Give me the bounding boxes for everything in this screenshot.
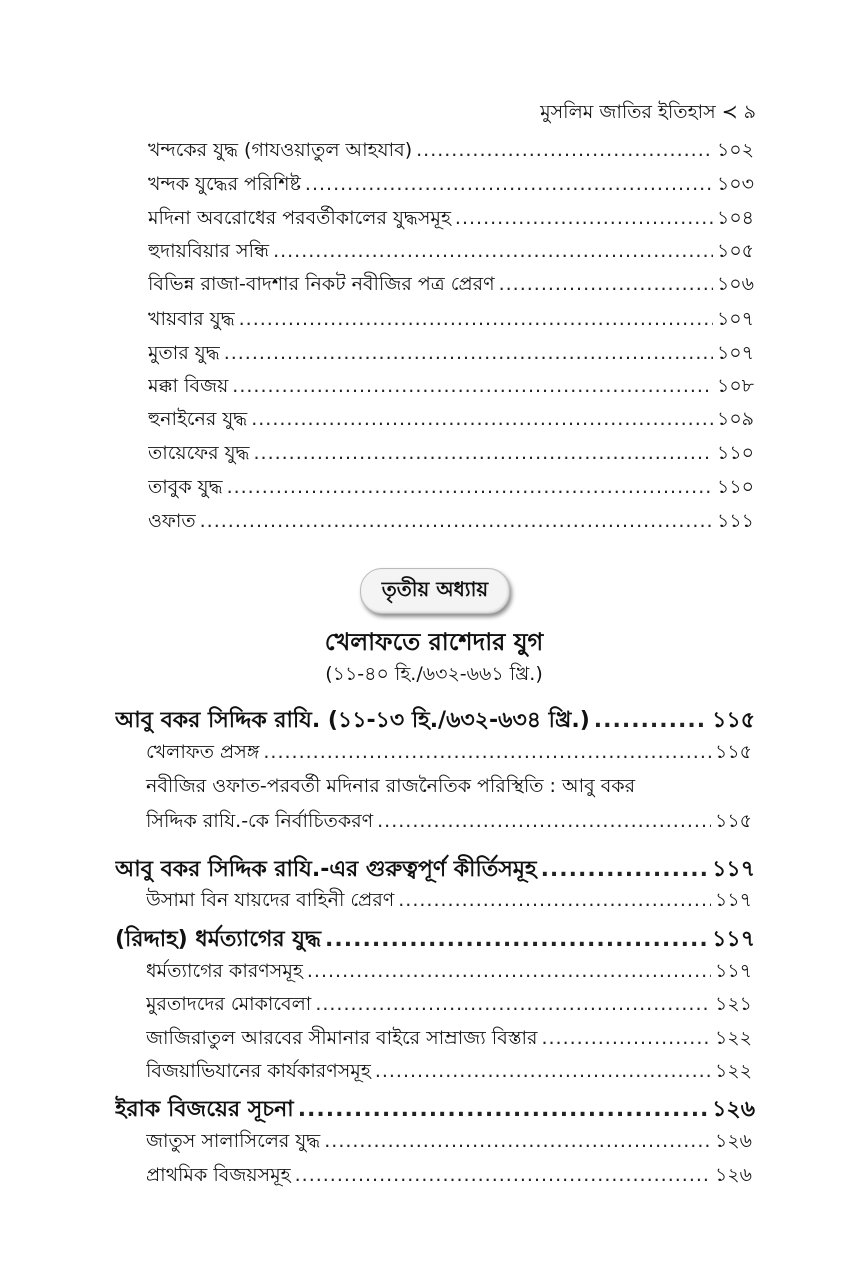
toc-entry[interactable] <box>148 305 754 335</box>
toc-entry[interactable] <box>148 204 754 234</box>
toc-page-number: ১০২ <box>716 139 754 161</box>
leader-dots <box>375 1060 711 1082</box>
toc-entry[interactable] <box>148 237 754 267</box>
toc-entry-title: ওফাত <box>148 510 196 532</box>
toc-page-number: ১০৭ <box>716 308 754 330</box>
toc-page-number: ১০৯ <box>716 408 754 430</box>
toc-section-title: (রিদ্দাহ) ধর্মত্যাগের যুদ্ধ <box>115 927 322 952</box>
toc-page-number: ১১৭ <box>714 960 752 982</box>
toc-entry[interactable] <box>146 886 752 916</box>
toc-entry-title: খেলাফত প্রসঙ্গ <box>146 741 260 763</box>
toc-page-number: ১২৬ <box>712 1097 755 1122</box>
toc-entry[interactable] <box>146 1161 752 1191</box>
toc-entry[interactable] <box>146 807 752 837</box>
toc-page-number: ১০৩ <box>716 173 754 195</box>
running-header: মুসলিম জাতির ইতিহাস ≺ ৯ <box>540 101 756 123</box>
toc-page-number: ১১৭ <box>712 857 755 882</box>
leader-dots <box>416 139 713 161</box>
toc-page-number: ১১৭ <box>714 889 752 911</box>
toc-entry[interactable] <box>148 372 754 402</box>
toc-entry-title: তাবুক যুদ্ধ <box>148 476 223 498</box>
toc-section-title: ইরাক বিজয়ের সূচনা <box>115 1097 294 1122</box>
chapter-title: খেলাফতে রাশেদার যুগ <box>324 628 544 656</box>
toc-entry-title: খন্দকের যুদ্ধ (গাযওয়াতুল আহযাব) <box>148 139 413 161</box>
toc-entry[interactable] <box>148 270 754 300</box>
leader-dots <box>263 741 711 763</box>
leader-dots <box>377 810 711 832</box>
toc-entry[interactable] <box>148 405 754 435</box>
toc-page-number: ১২২ <box>714 1060 752 1082</box>
toc-entry-title: জাজিরাতুল আরবের সীমানার বাইরে সাম্রাজ্য বিস্তার <box>146 1027 538 1049</box>
leader-dots <box>295 1164 711 1186</box>
toc-section-title: আবু বকর সিদ্দিক রাযি. (১১-১৩ হি./৬৩২-৬৩৪ খ্রি.) <box>115 708 590 733</box>
toc-entry-title: হুনাইনের যুদ্ধ <box>148 408 248 430</box>
toc-entry-title: হুদায়বিয়ার সন্ধি <box>148 240 270 262</box>
toc-page-number: ১১৭ <box>712 927 755 952</box>
leader-dots <box>541 857 709 882</box>
toc-entry-title: খন্দক যুদ্ধের পরিশিষ্ট <box>148 173 301 195</box>
leader-dots <box>541 1027 711 1049</box>
leader-dots <box>273 240 713 262</box>
leader-dots <box>232 375 713 397</box>
leader-dots <box>239 308 713 330</box>
toc-page-number: ১২৬ <box>714 1130 752 1152</box>
toc-entry-title: জাতুস সালাসিলের যুদ্ধ <box>146 1130 321 1152</box>
toc-entry-title-line2: সিদ্দিক রাযি.-কে নির্বাচিতকরণ <box>146 810 374 832</box>
toc-entry[interactable] <box>148 170 754 200</box>
toc-section-heading[interactable] <box>115 922 755 956</box>
toc-page-number: ১১০ <box>716 476 754 498</box>
toc-page-number: ১১১ <box>717 510 754 532</box>
toc-entry-title: তায়েফের যুদ্ধ <box>148 442 250 464</box>
leader-dots <box>398 889 711 911</box>
toc-page-number: ১১৫ <box>715 810 752 832</box>
leader-dots <box>594 708 708 733</box>
toc-entry-title: মক্কা বিজয় <box>148 375 229 397</box>
toc-entry[interactable] <box>148 339 754 369</box>
toc-entry-title: খায়বার যুদ্ধ <box>148 308 235 330</box>
toc-entry-title: বিজয়াভিযানের কার্যকারণসমূহ <box>146 1060 371 1082</box>
leader-dots <box>499 273 713 295</box>
leader-dots <box>325 927 708 952</box>
leader-dots <box>253 442 713 464</box>
toc-entry-title-line1[interactable]: নবীজির ওফাত-পরবর্তী মদিনার রাজনৈতিক পরিস্থিতি : আবু বকর <box>146 775 636 797</box>
toc-page-number: ১০৮ <box>716 375 754 397</box>
leader-dots <box>224 342 713 364</box>
toc-section-title: আবু বকর সিদ্দিক রাযি.-এর গুরুত্বপূর্ণ কীর্তিসমূহ <box>115 857 537 882</box>
leader-dots <box>307 960 711 982</box>
toc-page-number: ১০৭ <box>716 342 754 364</box>
toc-page-number: ১২৬ <box>714 1164 752 1186</box>
toc-entry[interactable] <box>146 1127 752 1157</box>
leader-dots <box>298 1097 708 1122</box>
toc-entry[interactable] <box>146 738 752 768</box>
toc-entry-title: উসামা বিন যায়দের বাহিনী প্রেরণ <box>146 889 395 911</box>
leader-dots <box>324 1130 711 1152</box>
toc-section-heading[interactable] <box>115 703 755 737</box>
toc-page-number: ১২১ <box>714 993 752 1015</box>
toc-entry[interactable] <box>148 439 754 469</box>
leader-dots <box>227 476 713 498</box>
toc-entry[interactable] <box>146 1057 752 1087</box>
toc-page-number: ১০৬ <box>716 273 754 295</box>
toc-entry[interactable] <box>146 957 752 987</box>
toc-entry[interactable] <box>148 507 754 537</box>
toc-entry-title: প্রাথমিক বিজয়সমূহ <box>146 1164 291 1186</box>
toc-entry[interactable] <box>146 1024 752 1054</box>
toc-page-number: ১০৪ <box>716 207 754 229</box>
toc-section-heading[interactable] <box>115 1092 755 1126</box>
toc-page-number: ১১৫ <box>715 741 752 763</box>
toc-page-number: ১০৫ <box>716 240 754 262</box>
toc-entry-title: মুরতাদদের মোকাবেলা <box>146 993 312 1015</box>
toc-entry-title: ধর্মত্যাগের কারণসমূহ <box>146 960 303 982</box>
toc-page-number: ১২২ <box>714 1027 752 1049</box>
leader-dots <box>251 408 713 430</box>
toc-page-number: ১১৫ <box>712 708 755 733</box>
toc-entry-title: মদিনা অবরোধের পরবর্তীকালের যুদ্ধসমূহ <box>148 207 451 229</box>
toc-entry-title: মুতার যুদ্ধ <box>148 342 220 364</box>
chapter-badge: তৃতীয় অধ্যায় <box>360 568 510 614</box>
toc-entry-title: বিভিন্ন রাজা-বাদশার নিকট নবীজির পত্র প্রেরণ <box>148 273 495 295</box>
chapter-subtitle: (১১-৪০ হি./৬৩২-৬৬১ খ্রি.) <box>325 663 543 685</box>
toc-page-number: ১১০ <box>716 442 754 464</box>
toc-section-heading[interactable] <box>115 852 755 886</box>
toc-entry[interactable] <box>148 473 754 503</box>
toc-entry[interactable] <box>146 990 752 1020</box>
leader-dots <box>305 173 713 195</box>
toc-entry[interactable] <box>148 136 754 166</box>
leader-dots <box>200 510 713 532</box>
leader-dots <box>315 993 711 1015</box>
leader-dots <box>455 207 713 229</box>
